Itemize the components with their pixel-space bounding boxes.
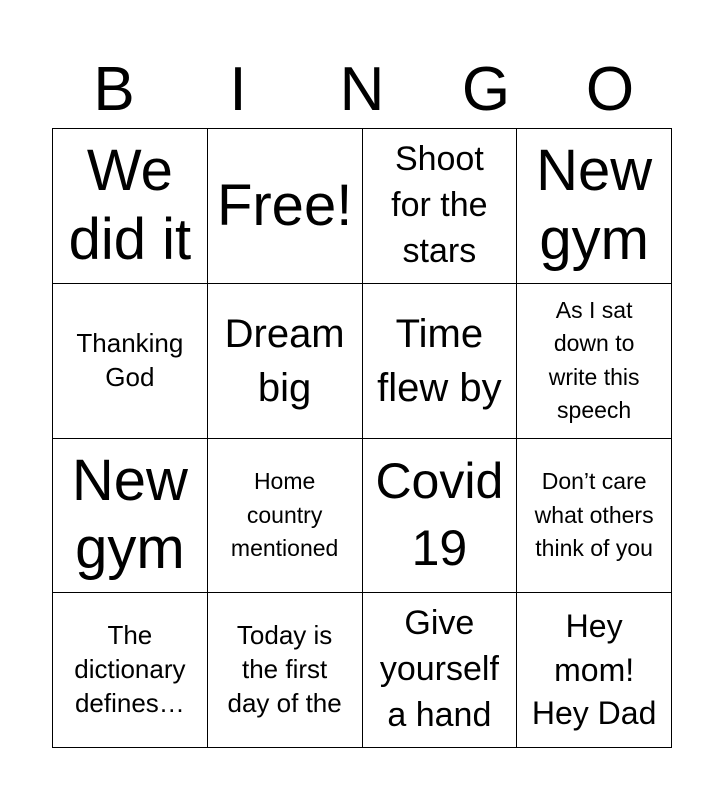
cell-text: Thanking God [76,327,184,392]
cell-text: As I sat down to write this speech [548,296,640,423]
bingo-cell[interactable] [53,439,208,594]
header-letter-n: N [339,55,385,124]
bingo-cell[interactable] [53,593,208,748]
cell-text: Give yourself a hand [379,604,499,735]
cell-text: Hey mom! Hey Dad [531,608,657,731]
cell-text: Time flew by [377,311,502,410]
cell-text: Free! [216,172,353,238]
cell-text: Covid 19 [375,452,504,577]
bingo-cell[interactable] [517,439,672,594]
bingo-cell[interactable] [363,593,518,748]
cell-text: New gym [536,138,653,272]
bingo-cell[interactable] [53,284,208,439]
cell-text: Don’t care what others think of you [534,468,654,562]
cell-text: Shoot for the stars [391,140,488,270]
bingo-cell[interactable] [363,439,518,594]
cell-text: New gym [71,447,188,582]
bingo-cell[interactable] [517,129,672,284]
bingo-cell[interactable] [208,439,363,594]
cell-text: Dream big [224,311,345,410]
header-letter-o: O [585,55,635,124]
header-letter-g: G [461,55,511,124]
header-letter-b: B [93,55,135,124]
bingo-cell[interactable] [363,284,518,439]
bingo-cell[interactable] [53,129,208,284]
header-letter-i: I [229,55,247,124]
bingo-cell[interactable] [517,284,672,439]
bingo-cell[interactable] [517,593,672,748]
bingo-header [52,52,672,128]
cell-text: The dictionary defines… [74,620,186,719]
cell-text: Home country mentioned [230,468,339,562]
cell-text: We did it [68,138,192,272]
bingo-cell[interactable] [208,129,363,284]
bingo-cell[interactable] [208,284,363,439]
bingo-grid [52,128,672,748]
bingo-cell[interactable] [363,129,518,284]
bingo-cell[interactable] [208,593,363,748]
cell-text: Today is the first day of the [227,620,342,719]
